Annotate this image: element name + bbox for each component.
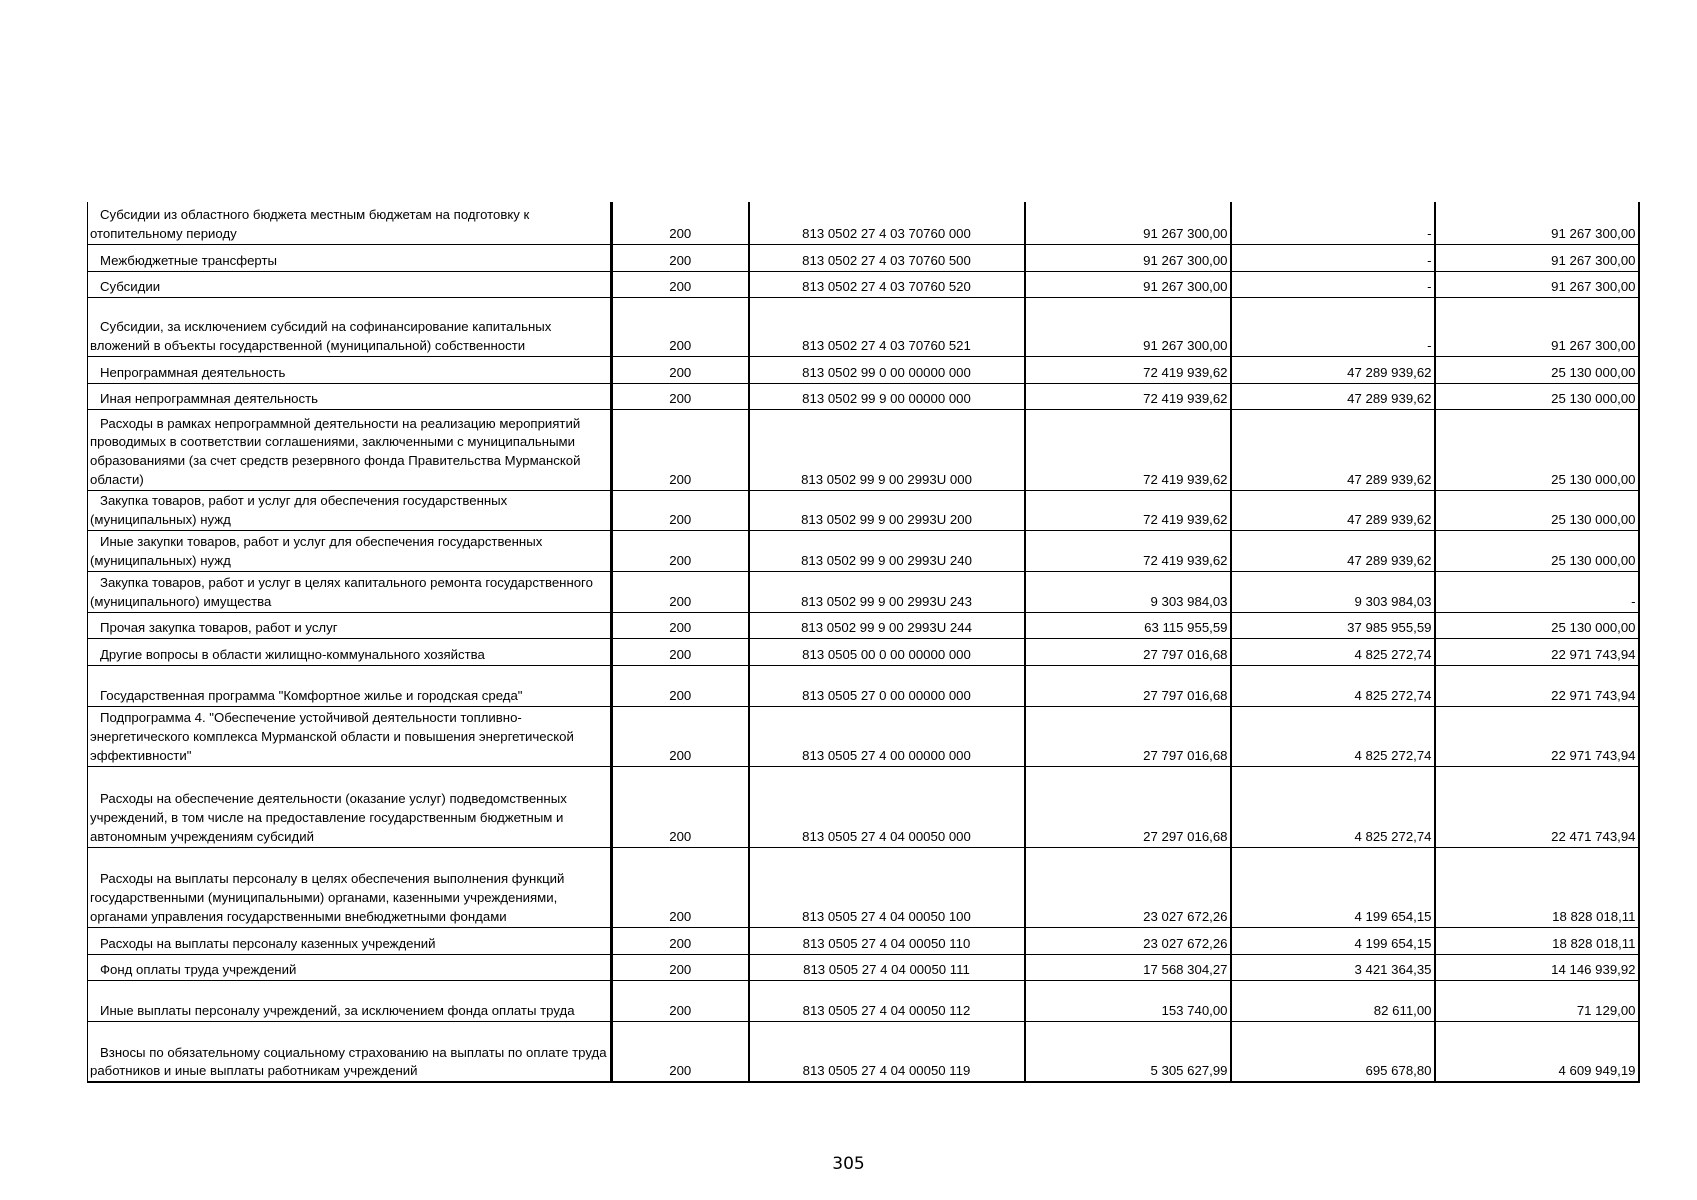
row-amount-approved-text: 153 740,00 — [1161, 1002, 1228, 1018]
row-kbk-text: 813 0502 99 9 00 00000 000 — [802, 390, 971, 406]
row-amount-approved-text: 27 297 016,68 — [1143, 828, 1228, 844]
row-amount-approved-cell — [1025, 638, 1231, 665]
table-row — [88, 571, 1639, 612]
table-row — [88, 202, 1639, 244]
row-amount-remaining-cell — [1435, 530, 1639, 571]
row-kbk-text: 813 0502 27 4 03 70760 520 — [802, 278, 971, 294]
row-code-cell — [612, 954, 749, 980]
row-amount-approved-cell — [1025, 383, 1231, 409]
row-code-cell — [612, 847, 749, 927]
row-amount-remaining-cell — [1435, 409, 1639, 490]
row-kbk-cell — [749, 954, 1025, 980]
row-amount-executed-cell — [1231, 847, 1435, 927]
row-code-cell — [612, 612, 749, 638]
row-amount-executed-cell — [1231, 383, 1435, 409]
table-row — [88, 980, 1639, 1021]
row-amount-remaining-cell — [1435, 706, 1639, 766]
row-name-cell — [88, 271, 612, 297]
table-row — [88, 383, 1639, 409]
row-amount-approved-text: 91 267 300,00 — [1143, 337, 1228, 353]
row-name-text: Межбюджетные трансферты — [100, 252, 277, 268]
row-code-cell — [612, 271, 749, 297]
row-code-text: 200 — [669, 961, 692, 977]
row-code-text: 200 — [669, 364, 692, 380]
row-name-text: Субсидии, за исключением субсидий на софинансирование капитальных вложений в объекты государственной (муниципальной) собственности — [90, 319, 552, 353]
row-amount-approved-cell — [1025, 612, 1231, 638]
table-row — [88, 1021, 1639, 1082]
row-amount-remaining-text: 14 146 939,92 — [1551, 961, 1636, 977]
table-row — [88, 297, 1639, 356]
row-kbk-cell — [749, 356, 1025, 383]
row-name-cell — [88, 706, 612, 766]
row-name-text: Закупка товаров, работ и услуг в целях капитального ремонта государственного (муниципального) имущества — [90, 575, 593, 609]
row-amount-remaining-text: 25 130 000,00 — [1551, 364, 1636, 380]
row-name-text: Субсидии из областного бюджета местным бюджетам на подготовку к отопительному периоду — [90, 207, 530, 241]
table-row — [88, 530, 1639, 571]
row-amount-approved-text: 5 305 627,99 — [1150, 1063, 1228, 1079]
row-amount-executed-text: 3 421 364,35 — [1354, 961, 1432, 977]
row-code-text: 200 — [669, 687, 692, 703]
row-amount-remaining-cell — [1435, 356, 1639, 383]
row-name-cell — [88, 571, 612, 612]
row-amount-approved-cell — [1025, 847, 1231, 927]
row-name-cell — [88, 490, 612, 530]
row-amount-executed-text: - — [1427, 252, 1432, 268]
row-code-cell — [612, 490, 749, 530]
row-code-cell — [612, 383, 749, 409]
row-code-cell — [612, 409, 749, 490]
row-name-text: Расходы на выплаты персоналу в целях обеспечения выполнения функций государственными (муниципальными) органами, казенными учреждениями, органами управления государственными внебюджетными фондами — [90, 871, 565, 924]
row-amount-remaining-cell — [1435, 1021, 1639, 1082]
row-kbk-text: 813 0502 99 9 00 2993U 000 — [801, 471, 972, 487]
row-code-text: 200 — [669, 390, 692, 406]
row-amount-approved-cell — [1025, 356, 1231, 383]
row-name-text: Государственная программа "Комфортное жилье и городская среда" — [100, 687, 523, 703]
row-amount-remaining-cell — [1435, 571, 1639, 612]
row-code-text: 200 — [669, 511, 692, 527]
row-kbk-cell — [749, 980, 1025, 1021]
row-amount-remaining-cell — [1435, 927, 1639, 954]
row-name-cell — [88, 356, 612, 383]
row-kbk-cell — [749, 530, 1025, 571]
row-amount-remaining-cell — [1435, 665, 1639, 706]
row-name-cell — [88, 244, 612, 271]
row-code-text: 200 — [669, 225, 692, 241]
row-amount-executed-text: 695 678,80 — [1365, 1063, 1432, 1079]
row-amount-approved-cell — [1025, 927, 1231, 954]
row-code-cell — [612, 706, 749, 766]
row-amount-approved-cell — [1025, 202, 1231, 244]
row-code-text: 200 — [669, 337, 692, 353]
row-amount-executed-cell — [1231, 244, 1435, 271]
row-name-text: Закупка товаров, работ и услуг для обеспечения государственных (муниципальных) нужд — [90, 493, 508, 527]
row-amount-executed-cell — [1231, 202, 1435, 244]
row-amount-executed-cell — [1231, 980, 1435, 1021]
row-amount-approved-text: 72 419 939,62 — [1143, 390, 1228, 406]
row-code-cell — [612, 356, 749, 383]
row-kbk-text: 813 0505 27 4 04 00050 110 — [802, 935, 971, 951]
row-amount-approved-text: 27 797 016,68 — [1143, 747, 1228, 763]
row-kbk-text: 813 0505 27 4 04 00050 111 — [803, 961, 970, 977]
row-kbk-cell — [749, 271, 1025, 297]
row-code-text: 200 — [669, 935, 692, 951]
row-kbk-cell — [749, 244, 1025, 271]
row-kbk-cell — [749, 847, 1025, 927]
table-row — [88, 638, 1639, 665]
row-kbk-text: 813 0505 27 4 04 00050 000 — [802, 828, 971, 844]
row-amount-remaining-text: 91 267 300,00 — [1551, 337, 1636, 353]
row-kbk-cell — [749, 612, 1025, 638]
row-amount-remaining-cell — [1435, 638, 1639, 665]
row-code-text: 200 — [669, 593, 692, 609]
row-name-cell — [88, 530, 612, 571]
row-kbk-text: 813 0502 27 4 03 70760 500 — [802, 252, 971, 268]
row-name-text: Подпрограмма 4. "Обеспечение устойчивой деятельности топливно-энергетического комплекса Мурманской области и повышения энергетической эффективности" — [90, 710, 574, 763]
table-row — [88, 409, 1639, 490]
row-code-text: 200 — [669, 828, 692, 844]
row-name-text: Иные закупки товаров, работ и услуг для обеспечения государственных (муниципальных) нужд — [90, 534, 543, 568]
row-amount-approved-text: 72 419 939,62 — [1143, 552, 1228, 568]
row-code-text: 200 — [669, 1002, 692, 1018]
row-amount-remaining-text: 22 971 743,94 — [1551, 646, 1636, 662]
row-amount-executed-text: 82 611,00 — [1373, 1002, 1432, 1018]
row-kbk-text: 813 0502 99 9 00 2993U 244 — [801, 619, 972, 635]
row-amount-approved-cell — [1025, 409, 1231, 490]
row-kbk-cell — [749, 927, 1025, 954]
table-row — [88, 847, 1639, 927]
row-kbk-cell — [749, 638, 1025, 665]
budget-table-body — [88, 202, 1639, 1082]
row-code-cell — [612, 1021, 749, 1082]
row-amount-remaining-text: 22 471 743,94 — [1551, 828, 1636, 844]
row-code-text: 200 — [669, 471, 692, 487]
row-name-cell — [88, 1021, 612, 1082]
row-kbk-cell — [749, 202, 1025, 244]
row-amount-remaining-cell — [1435, 847, 1639, 927]
row-name-cell — [88, 954, 612, 980]
row-amount-approved-text: 72 419 939,62 — [1143, 511, 1228, 527]
row-name-text: Расходы на выплаты персоналу казенных учреждений — [100, 935, 436, 951]
row-name-text: Расходы в рамках непрограммной деятельности на реализацию мероприятий проводимых в соответствии соглашениями, заключенными с муниципальными образованиями (за счет средств резервного фонда Правительства Мурманской области) — [90, 415, 581, 487]
row-code-text: 200 — [669, 1063, 692, 1079]
row-code-cell — [612, 638, 749, 665]
row-name-text: Субсидии — [100, 278, 161, 294]
row-amount-approved-text: 27 797 016,68 — [1143, 646, 1228, 662]
row-code-text: 200 — [669, 908, 692, 924]
row-kbk-text: 813 0502 99 9 00 2993U 200 — [801, 511, 972, 527]
row-code-text: 200 — [669, 552, 692, 568]
row-amount-remaining-text: 25 130 000,00 — [1551, 552, 1636, 568]
row-amount-approved-text: 72 419 939,62 — [1143, 471, 1228, 487]
row-name-cell — [88, 383, 612, 409]
row-kbk-text: 813 0502 27 4 03 70760 000 — [802, 225, 971, 241]
row-amount-executed-text: 4 199 654,15 — [1354, 935, 1432, 951]
table-row — [88, 612, 1639, 638]
table-row — [88, 766, 1639, 847]
row-amount-approved-text: 63 115 955,59 — [1144, 619, 1228, 635]
row-amount-approved-cell — [1025, 665, 1231, 706]
row-amount-executed-text: 9 303 984,03 — [1354, 593, 1432, 609]
row-amount-remaining-text: 91 267 300,00 — [1551, 252, 1636, 268]
row-amount-remaining-text: 71 129,00 — [1576, 1002, 1636, 1018]
row-amount-remaining-text: 18 828 018,11 — [1552, 935, 1636, 951]
row-kbk-cell — [749, 383, 1025, 409]
row-kbk-cell — [749, 490, 1025, 530]
row-amount-approved-cell — [1025, 490, 1231, 530]
row-kbk-text: 813 0502 99 9 00 2993U 240 — [801, 552, 972, 568]
row-amount-executed-text: 4 825 272,74 — [1354, 646, 1432, 662]
row-amount-executed-text: 47 289 939,62 — [1347, 511, 1432, 527]
row-kbk-text: 813 0505 27 4 04 00050 112 — [802, 1002, 971, 1018]
row-kbk-text: 813 0502 27 4 03 70760 521 — [802, 337, 971, 353]
row-name-cell — [88, 638, 612, 665]
row-amount-remaining-text: 25 130 000,00 — [1551, 390, 1636, 406]
row-amount-approved-text: 91 267 300,00 — [1143, 278, 1228, 294]
row-kbk-cell — [749, 1021, 1025, 1082]
row-amount-approved-text: 91 267 300,00 — [1143, 225, 1228, 241]
row-name-text: Иные выплаты персоналу учреждений, за исключением фонда оплаты труда — [100, 1002, 575, 1018]
row-amount-remaining-cell — [1435, 980, 1639, 1021]
row-amount-executed-cell — [1231, 271, 1435, 297]
row-amount-remaining-text: 22 971 743,94 — [1551, 687, 1636, 703]
row-name-cell — [88, 766, 612, 847]
row-amount-executed-text: - — [1427, 337, 1432, 353]
table-row — [88, 706, 1639, 766]
table-row — [88, 927, 1639, 954]
row-code-text: 200 — [669, 747, 692, 763]
row-code-cell — [612, 530, 749, 571]
row-name-cell — [88, 202, 612, 244]
table-row — [88, 271, 1639, 297]
row-name-text: Взносы по обязательному социальному страхованию на выплаты по оплате труда работников и иные выплаты работникам учреждений — [90, 1044, 607, 1079]
row-amount-executed-text: 47 289 939,62 — [1347, 390, 1432, 406]
row-kbk-text: 813 0505 27 4 04 00050 119 — [802, 1063, 971, 1079]
row-name-cell — [88, 612, 612, 638]
row-amount-remaining-text: - — [1631, 593, 1636, 609]
row-kbk-text: 813 0502 99 0 00 00000 000 — [802, 364, 971, 380]
row-amount-approved-text: 23 027 672,26 — [1143, 908, 1228, 924]
row-amount-approved-cell — [1025, 980, 1231, 1021]
row-amount-approved-cell — [1025, 244, 1231, 271]
row-amount-executed-text: - — [1427, 278, 1432, 294]
row-amount-executed-text: 4 199 654,15 — [1354, 908, 1432, 924]
row-amount-executed-text: 37 985 955,59 — [1347, 619, 1432, 635]
row-code-text: 200 — [669, 646, 692, 662]
table-row — [88, 490, 1639, 530]
row-kbk-cell — [749, 665, 1025, 706]
row-amount-approved-cell — [1025, 1021, 1231, 1082]
row-amount-remaining-cell — [1435, 954, 1639, 980]
table-row — [88, 665, 1639, 706]
row-amount-executed-text: 47 289 939,62 — [1347, 471, 1432, 487]
row-kbk-cell — [749, 571, 1025, 612]
row-kbk-text: 813 0505 00 0 00 00000 000 — [802, 646, 971, 662]
row-amount-remaining-text: 25 130 000,00 — [1551, 511, 1636, 527]
row-amount-remaining-cell — [1435, 383, 1639, 409]
row-amount-executed-cell — [1231, 571, 1435, 612]
row-amount-executed-cell — [1231, 766, 1435, 847]
row-amount-remaining-cell — [1435, 766, 1639, 847]
row-name-cell — [88, 297, 612, 356]
row-amount-approved-text: 9 303 984,03 — [1150, 593, 1228, 609]
row-code-cell — [612, 927, 749, 954]
row-name-cell — [88, 665, 612, 706]
row-amount-approved-cell — [1025, 530, 1231, 571]
row-code-cell — [612, 244, 749, 271]
row-name-cell — [88, 847, 612, 927]
row-name-text: Иная непрограммная деятельность — [100, 390, 319, 406]
page-number: 305 — [832, 1154, 865, 1174]
row-code-cell — [612, 297, 749, 356]
row-name-cell — [88, 980, 612, 1021]
row-amount-approved-cell — [1025, 766, 1231, 847]
row-amount-approved-text: 91 267 300,00 — [1143, 252, 1228, 268]
row-amount-remaining-text: 18 828 018,11 — [1552, 908, 1636, 924]
row-kbk-cell — [749, 409, 1025, 490]
row-amount-approved-text: 72 419 939,62 — [1143, 364, 1228, 380]
budget-table — [87, 202, 1640, 1083]
row-amount-remaining-cell — [1435, 490, 1639, 530]
row-amount-executed-cell — [1231, 490, 1435, 530]
row-amount-executed-text: 4 825 272,74 — [1354, 687, 1432, 703]
row-kbk-text: 813 0505 27 4 04 00050 100 — [802, 908, 971, 924]
row-amount-executed-text: 47 289 939,62 — [1347, 364, 1432, 380]
table-row — [88, 356, 1639, 383]
row-kbk-cell — [749, 297, 1025, 356]
row-amount-executed-text: 4 825 272,74 — [1354, 747, 1432, 763]
row-amount-approved-cell — [1025, 271, 1231, 297]
row-amount-executed-cell — [1231, 356, 1435, 383]
row-amount-approved-text: 17 568 304,27 — [1143, 961, 1228, 977]
row-kbk-text: 813 0502 99 9 00 2993U 243 — [801, 593, 972, 609]
row-code-cell — [612, 202, 749, 244]
row-amount-remaining-cell — [1435, 202, 1639, 244]
row-name-text: Непрограммная деятельность — [100, 364, 286, 380]
row-amount-remaining-text: 25 130 000,00 — [1551, 619, 1636, 635]
row-amount-remaining-cell — [1435, 297, 1639, 356]
row-code-cell — [612, 980, 749, 1021]
row-amount-approved-cell — [1025, 571, 1231, 612]
row-amount-approved-cell — [1025, 297, 1231, 356]
row-kbk-text: 813 0505 27 0 00 00000 000 — [802, 687, 971, 703]
row-code-cell — [612, 665, 749, 706]
row-name-cell — [88, 927, 612, 954]
row-kbk-text: 813 0505 27 4 00 00000 000 — [802, 747, 971, 763]
row-amount-approved-cell — [1025, 954, 1231, 980]
row-amount-executed-cell — [1231, 954, 1435, 980]
row-name-text: Фонд оплаты труда учреждений — [100, 961, 297, 977]
row-amount-executed-cell — [1231, 297, 1435, 356]
table-row — [88, 954, 1639, 980]
row-amount-executed-cell — [1231, 927, 1435, 954]
table-row — [88, 244, 1639, 271]
row-kbk-cell — [749, 706, 1025, 766]
row-code-cell — [612, 766, 749, 847]
row-amount-remaining-text: 91 267 300,00 — [1551, 225, 1636, 241]
row-amount-executed-cell — [1231, 409, 1435, 490]
row-amount-remaining-text: 22 971 743,94 — [1551, 747, 1636, 763]
row-amount-executed-cell — [1231, 665, 1435, 706]
row-name-text: Другие вопросы в области жилищно-коммунального хозяйства — [100, 646, 485, 662]
row-amount-approved-text: 27 797 016,68 — [1143, 687, 1228, 703]
row-code-text: 200 — [669, 278, 692, 294]
row-code-cell — [612, 571, 749, 612]
row-amount-executed-cell — [1231, 638, 1435, 665]
row-amount-remaining-text: 25 130 000,00 — [1551, 471, 1636, 487]
row-amount-remaining-cell — [1435, 271, 1639, 297]
row-amount-executed-text: - — [1427, 225, 1432, 241]
row-amount-executed-cell — [1231, 612, 1435, 638]
row-amount-remaining-cell — [1435, 612, 1639, 638]
row-amount-remaining-text: 91 267 300,00 — [1551, 278, 1636, 294]
row-amount-approved-cell — [1025, 706, 1231, 766]
row-name-cell — [88, 409, 612, 490]
row-amount-executed-cell — [1231, 530, 1435, 571]
row-amount-executed-cell — [1231, 706, 1435, 766]
row-amount-approved-text: 23 027 672,26 — [1143, 935, 1228, 951]
row-amount-executed-cell — [1231, 1021, 1435, 1082]
row-amount-executed-text: 47 289 939,62 — [1347, 552, 1432, 568]
row-name-text: Расходы на обеспечение деятельности (оказание услуг) подведомственных учреждений, в том числе на предоставление государственным бюджетным и автономным учреждениям субсидий — [90, 791, 567, 844]
row-code-text: 200 — [669, 252, 692, 268]
row-amount-remaining-cell — [1435, 244, 1639, 271]
row-amount-remaining-text: 4 609 949,19 — [1558, 1063, 1636, 1079]
row-code-text: 200 — [669, 619, 692, 635]
row-amount-executed-text: 4 825 272,74 — [1354, 828, 1432, 844]
row-kbk-cell — [749, 766, 1025, 847]
row-name-text: Прочая закупка товаров, работ и услуг — [100, 619, 338, 635]
